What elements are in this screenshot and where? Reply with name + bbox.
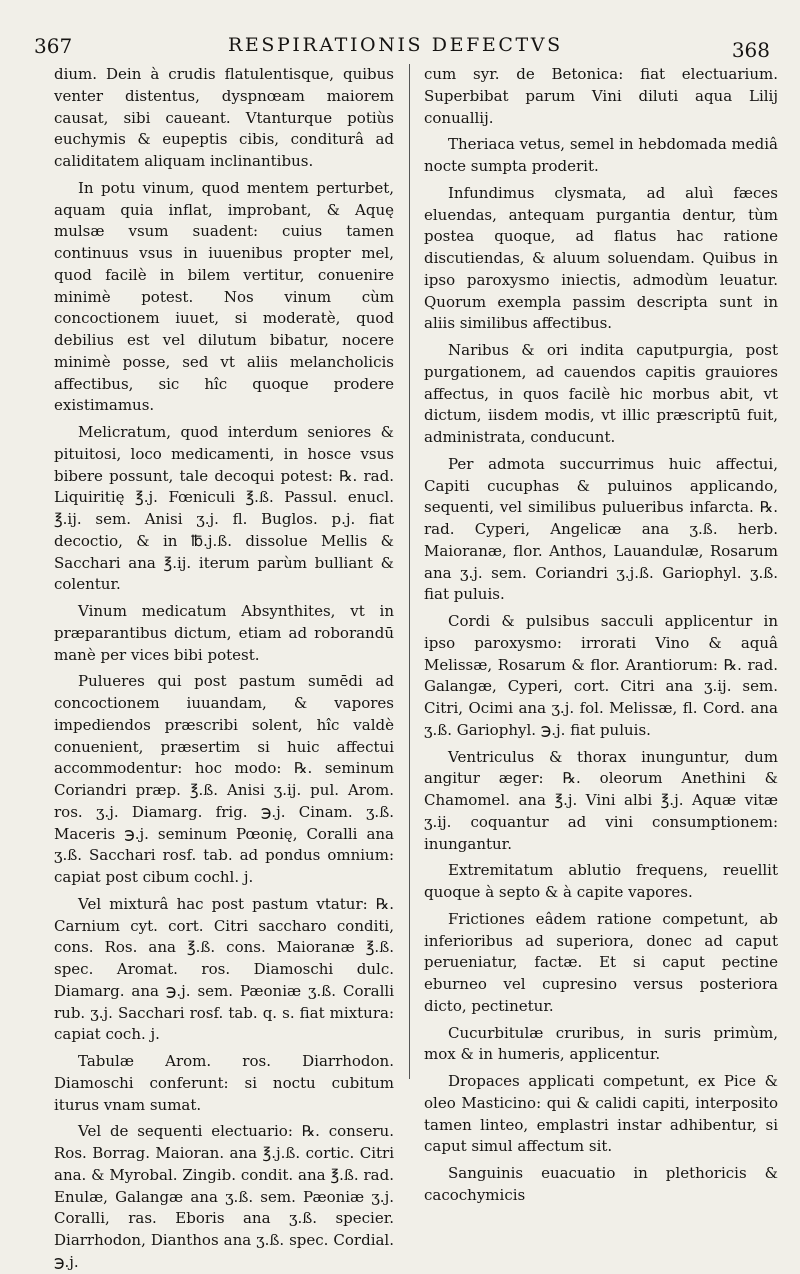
paragraph: Sanguinis euacuatio in plethoricis & cacochymicis: [424, 1164, 778, 1204]
page-number-left: 367: [34, 34, 73, 58]
paragraph: Cordi & pulsibus sacculi applicentur in ipso paroxysmo: irrorati Vino & aquâ Melissæ, Rosarum & flor. Arantiorum: ℞. rad. Galangæ, Cyperi, cort. Citri ana ʒ.ij. sem. Citri, Ocimi ana ʒ.j. fol. Melissæ, fl. Cord. ana ʒ.ß. Gariophyl. ℈.j. fiat puluis.: [424, 612, 778, 739]
paragraph: Ventriculus & thorax inunguntur, dum angitur æger: ℞. oleorum Anethini & Chamomel. ana ℥.j. Vini albi ℥.j. Aquæ vitæ ʒ.ij. coquantur ad vini consumptionem: inungantur.: [424, 747, 778, 853]
page-header: [0, 34, 800, 64]
paragraph: cum syr. de Betonica: fiat electuarium. Superbibat parum Vini diluti aqua Lilij conuallij.: [424, 65, 778, 127]
page-number-right: 368: [731, 38, 770, 62]
paragraph: Tabulæ Arom. ros. Diarrhodon. Diamoschi conferunt: si noctu cubitum iturus vnam sumat.: [54, 1052, 394, 1114]
running-title: RESPIRATIONIS DEFECTVS: [228, 34, 563, 56]
paragraph: Vel mixturâ hac post pastum vtatur: ℞. Carnium cyt. cort. Citri saccharo conditi, cons. Ros. ana ℥.ß. cons. Maioranæ ℥.ß. spec. Aromat. ros. Diamoschi dulc. Diamarg. ana ℈.j. sem. Pæoniæ ʒ.ß. Coralli rub. ʒ.j. Sacchari rosf. tab. q. s. fiat mixtura: capiat coch. j.: [54, 894, 394, 1044]
paragraph: Pulueres qui post pastum sumēdi ad concoctionem iuuandam, & vapores impediendos præscribi solent, hîc valdè conuenient, præsertim si huic affectui accommodentur: hoc modo: ℞. seminum Coriandri præp. ℥.ß. Anisi ʒ.ij. pul. Arom. ros. ʒ.j. Diamarg. frig. ℈.j. Cinam. ʒ.ß. Maceris ℈.j. seminum Pœonię, Coralli ana ʒ.ß. Sacchari rosf. tab. ad pondus omnium: capiat post cibum cochl. j.: [54, 672, 394, 886]
left-column: [54, 64, 394, 1271]
paragraph: Vel de sequenti electuario: ℞. conseru. Ros. Borrag. Maioran. ana ℥.j.ß. cortic. Citri ana. & Myrobal. Zingib. condit. ana ℥.ß. rad. Enulæ, Galangæ ana ʒ.ß. sem. Pæoniæ ʒ.j. Coralli, ras. Eboris ana ʒ.ß. specier. Diarrhodon, Dianthos ana ʒ.ß. spec. Cordial. ℈.j.: [54, 1122, 394, 1271]
paragraph: Cucurbitulæ cruribus, in suris primùm, mox & in humeris, applicentur.: [424, 1023, 778, 1064]
paragraph: Melicratum, quod interdum seniores & pituitosi, loco medicamenti, in hosce vsus bibere possunt, tale decoqui potest: ℞. rad. Liquiritię ℥.j. Fœniculi ℥.ß. Passul. enucl. ℥.ij. sem. Anisi ʒ.j. fl. Buglos. p.j. fiat decoctio, & in ℔.j.ß. dissolue Mellis & Sacchari ana ℥.ij. iterum parùm bulliant & colentur.: [54, 423, 394, 594]
paragraph: In potu vinum, quod mentem perturbet, aquam quia inflat, improbant, & Aquę mulsæ vsum suadent: cuius tamen continuus vsus in iuuenibus propter mel, quod facilè in bilem vertitur, conuenire minimè potest. Nos vinum cùm concoctionem iuuet, si moderatè, quod debilius est vel dilutum bibatur, nocere minimè posse, sed vt aliis melancholicis affectibus, sic hîc quoque prodere existimamus.: [54, 178, 394, 415]
paragraph: Infundimus clysmata, ad aluì fæces eluendas, antequam purgantia dentur, tùm postea quoque, ad flatus hac ratione discutiendas, & aluum soluendam. Quibus in ipso paroxysmo iniectis, admodùm leuatur. Quorum exempla passim descripta sunt in aliis similibus affectibus.: [424, 183, 778, 333]
paragraph: Dropaces applicati competunt, ex Pice & oleo Masticino: qui & calidi capiti, interposito tamen linteo, emplastri instar adhibentur, si caput simul affectum sit.: [424, 1072, 778, 1156]
right-column: [424, 64, 778, 1204]
column-divider: [409, 64, 410, 1079]
paragraph: Frictiones eâdem ratione competunt, ab inferioribus ad superiora, donec ad caput perueniatur, factæ. Et si caput pectine eburneo vel cupresino versus posteriora dicto, pectinetur.: [424, 909, 778, 1015]
paragraph: Per admota succurrimus huic affectui, Capiti cucuphas & puluinos applicando, sequenti, vel similibus pulueribus infarcta. ℞. rad. Cyperi, Angelicæ ana ʒ.ß. herb. Maioranæ, flor. Anthos, Lauandulæ, Rosarum ana ʒ.j. sem. Coriandri ʒ.j.ß. Gariophyl. ʒ.ß. fiat puluis.: [424, 454, 778, 604]
paragraph: dium. Dein à crudis flatulentisque, quibus venter distentus, dyspnœam maiorem causat, sibi caueant. Vtanturque potiùs euchymis & eupeptis cibis, conditurâ ad caliditatem aliquam inclinantibus.: [54, 65, 394, 170]
paragraph: Naribus & ori indita caputpurgia, post purgationem, ad cauendos capitis grauiores affectus, in quos facilè hic morbus abit, vt dictum, iisdem modis, vt illic præscriptū fuit, administrata, conducunt.: [424, 341, 778, 446]
paragraph: Extremitatum ablutio frequens, reuellit quoque à septo & à capite vapores.: [424, 861, 778, 901]
paragraph: Theriaca vetus, semel in hebdomada mediâ nocte sumpta proderit.: [424, 135, 778, 175]
paragraph: Vinum medicatum Absynthites, vt in præparantibus dictum, etiam ad roborandū manè per vices bibi potest.: [54, 602, 394, 664]
